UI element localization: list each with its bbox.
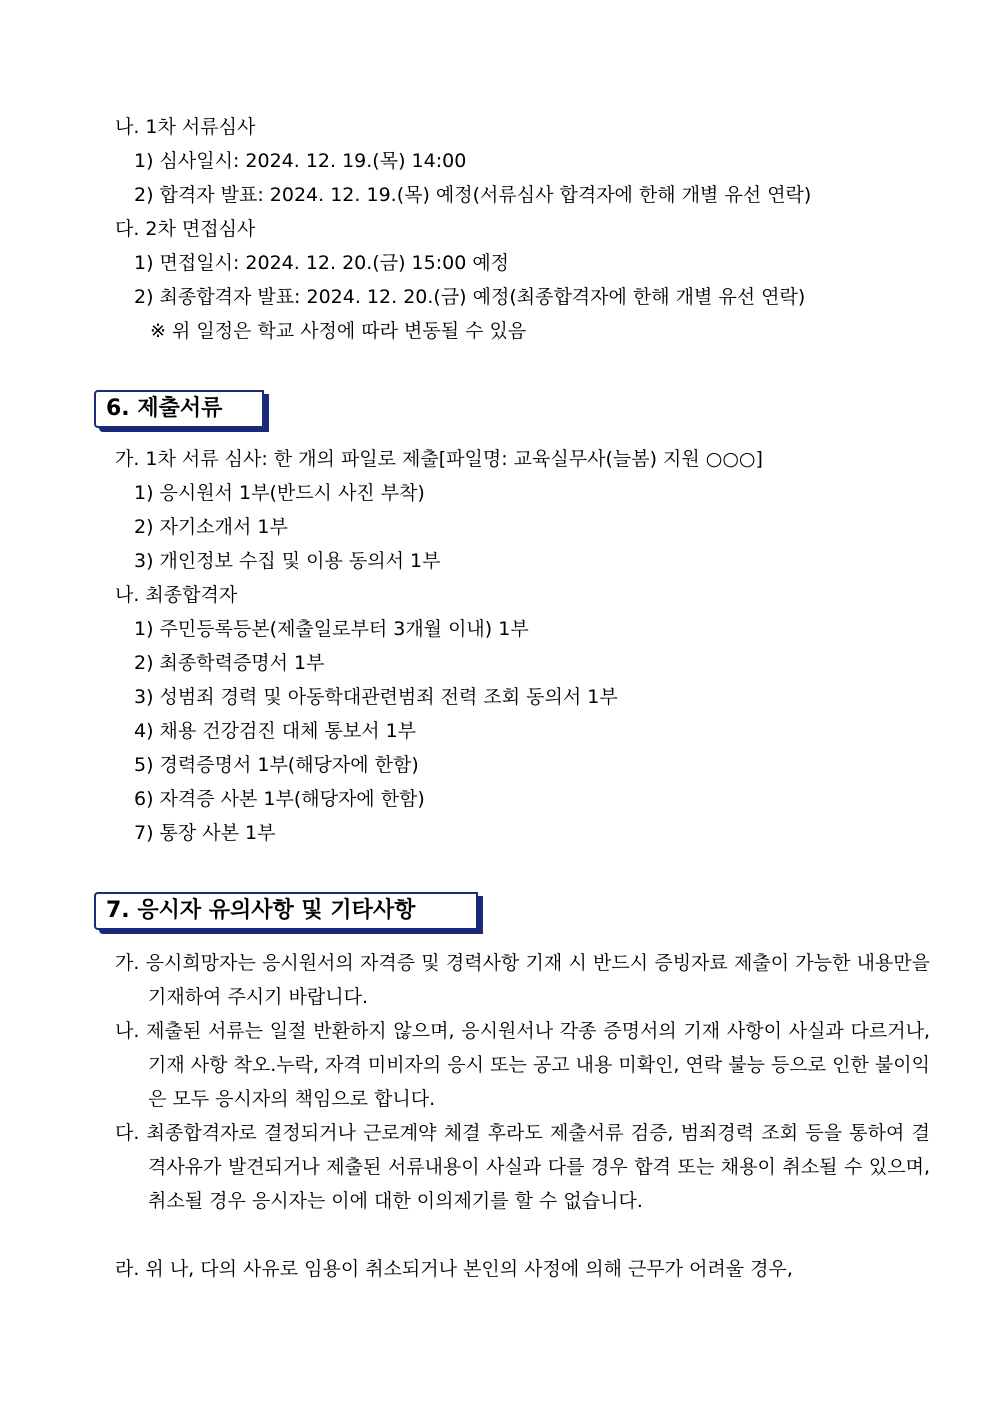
subsection-title-final-applicants: 나. 최종합격자 (115, 584, 238, 606)
schedule-note: ※ 위 일정은 학교 사정에 따라 변동될 수 있음 (150, 320, 527, 342)
list-item: 1) 심사일시: 2024. 12. 19.(목) 14:00 (134, 150, 467, 172)
list-item: 2) 최종합격자 발표: 2024. 12. 20.(금) 예정(최종합격자에 한해 개별 유선 연락) (134, 286, 806, 308)
list-item: 6) 자격증 사본 1부(해당자에 한함) (134, 788, 425, 810)
list-item: 2) 자기소개서 1부 (134, 516, 288, 538)
list-item: 3) 개인정보 수집 및 이용 동의서 1부 (134, 550, 441, 572)
notice-paragraph: 라. 위 나, 다의 사유로 임용이 취소되거나 본인의 사정에 의해 근무가 어려울 경우, (115, 1258, 793, 1280)
list-item: 1) 응시원서 1부(반드시 사진 부착) (134, 482, 425, 504)
list-item: 2) 합격자 발표: 2024. 12. 19.(목) 예정(서류심사 합격자에 한해 개별 유선 연락) (134, 184, 812, 206)
notice-paragraph: 나. 제출된 서류는 일절 반환하지 않으며, 응시원서나 각종 증명서의 기재 사항이 사실과 다르거나, 기재 사항 착오.누락, 자격 미비자의 응시 또는 공고 내용 미확인, 연락 불능 등으로 인한 불이익은 모두 응시자의 책임으로 합니다. (115, 1020, 930, 1110)
list-item: 2) 최종학력증명서 1부 (134, 652, 325, 674)
list-item: 1) 면접일시: 2024. 12. 20.(금) 15:00 예정 (134, 252, 510, 274)
subsection-title-interview: 다. 2차 면접심사 (115, 218, 256, 240)
section-heading-notices: 7. 응시자 유의사항 및 기타사항 (94, 892, 478, 930)
list-item: 7) 통장 사본 1부 (134, 822, 276, 844)
list-item: 1) 주민등록등본(제출일로부터 3개월 이내) 1부 (134, 618, 529, 640)
section-heading-documents: 6. 제출서류 (94, 390, 264, 428)
subsection-title-document-review: 나. 1차 서류심사 (115, 116, 256, 138)
list-item: 4) 채용 건강검진 대체 통보서 1부 (134, 720, 417, 742)
list-item: 3) 성범죄 경력 및 아동학대관련범죄 전력 조회 동의서 1부 (134, 686, 618, 708)
subsection-title-first-review: 가. 1차 서류 심사: 한 개의 파일로 제출[파일명: 교육실무사(늘봄) 지원 ○○○] (115, 448, 763, 470)
list-item: 5) 경력증명서 1부(해당자에 한함) (134, 754, 419, 776)
notice-paragraph: 가. 응시희망자는 응시원서의 자격증 및 경력사항 기재 시 반드시 증빙자료 제출이 가능한 내용만을 기재하여 주시기 바랍니다. (115, 952, 930, 1008)
notice-paragraph: 다. 최종합격자로 결정되거나 근로계약 체결 후라도 제출서류 검증, 범죄경력 조회 등을 통하여 결격사유가 발견되거나 제출된 서류내용이 사실과 다를 경우 합격 또는 채용이 취소될 수 있으며, 취소될 경우 응시자는 이에 대한 이의제기를 할 수 없습니다. (115, 1122, 930, 1212)
